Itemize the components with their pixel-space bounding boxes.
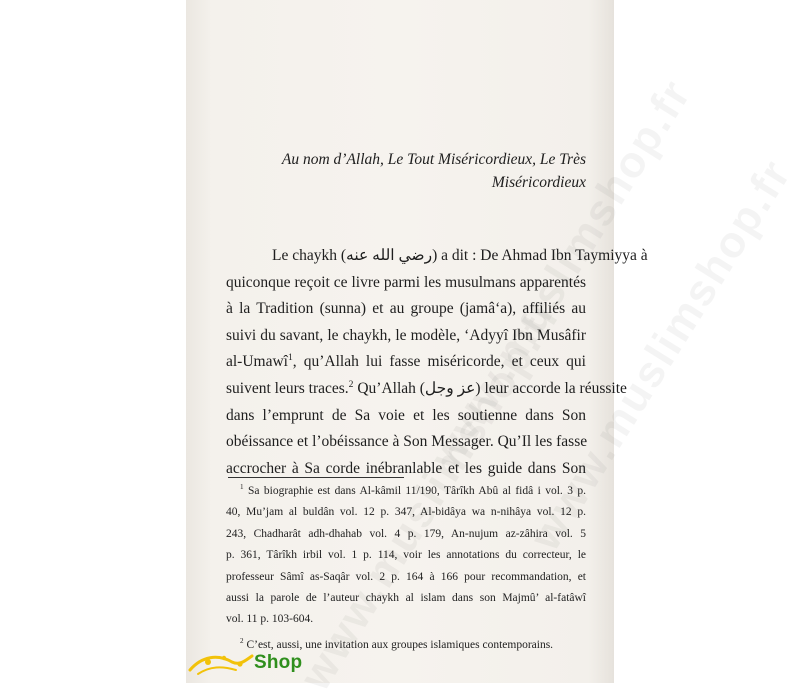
paragraph-line: accrocher à Sa corde inébranlable et les guide dans Son [226, 459, 586, 477]
footnote-line: p. 361, Târîkh irbil vol. 1 p. 114, voir les annotations du correcteur, le [226, 549, 586, 562]
paragraph-line: à la Tradition (sunna) et au groupe (jamâ‘a), affiliés au [226, 300, 586, 318]
main-paragraph [226, 243, 648, 482]
footnote-line: vol. 11 p. 103-604. [226, 613, 314, 626]
footnote-number-2: 2 [240, 637, 244, 646]
paragraph-line: quiconque reçoit ce livre parmi les musulmans apparentés [226, 273, 586, 291]
book-page [186, 0, 648, 683]
footnote-line: professeur Sâmî as-Saqâr vol. 2 p. 164 à 166 pour recommandation, et [226, 570, 586, 583]
footnote-text: C’est, aussi, une invitation aux groupes islamiques contemporains. [246, 638, 554, 651]
paragraph-line: Le chaykh (رضي الله عنه) a dit : De Ahmad Ibn Taymiyya à [272, 247, 648, 264]
paragraph-line [226, 376, 627, 403]
paragraph-line: suivi du savant, le chaykh, le modèle, ‘Adyyî Ibn Musâfir [226, 326, 586, 344]
footnote-ref-2[interactable]: 2 [348, 378, 354, 390]
paragraph-text: Qu’Allah (عز وجل) leur accorde la réussite [353, 379, 627, 397]
paragraph-text: al-Umawî [226, 353, 288, 371]
footnote-line: aussi la parole de l’auteur chaykh al islam dans son Majmû’ al-fatâwî [226, 592, 586, 605]
footnote-ref-1[interactable]: 1 [287, 352, 293, 364]
footnote-separator [228, 477, 404, 478]
footnotes [226, 481, 586, 656]
paragraph-line [226, 349, 586, 376]
basmala-heading [226, 148, 586, 194]
shop-logo-text[interactable]: Shop [254, 652, 303, 673]
footnote-number-1: 1 [240, 483, 244, 492]
heading-line-1: Au nom d’Allah, Le Tout Miséricordieux, Le Très [281, 151, 586, 168]
paragraph-line: obéissance et l’obéissance à Son Messager. Qu’Il les fasse [226, 433, 588, 451]
paragraph-text: suivent leurs traces. [226, 379, 349, 397]
paragraph-text: , qu’Allah lui fasse miséricorde, et ceux qui [292, 353, 586, 371]
footnote-line: 40, Mu’jam al buldân vol. 12 p. 347, Al-bidâya wa n-nihâya vol. 12 p. [226, 506, 586, 519]
heading-line-2: Miséricordieux [491, 174, 586, 191]
footnote-line [226, 481, 586, 502]
footnote-line: 243, Chadharât adh-dhahab vol. 4 p. 179, An-nujum az-zâhira vol. 5 [226, 527, 586, 540]
paragraph-line: dans l’emprunt de Sa voie et les soutienne dans Son [226, 406, 586, 424]
footnote-text: Sa biographie est dans Al-kâmil 11/190, Târîkh Abû al fidâ i vol. 3 p. [247, 485, 586, 497]
